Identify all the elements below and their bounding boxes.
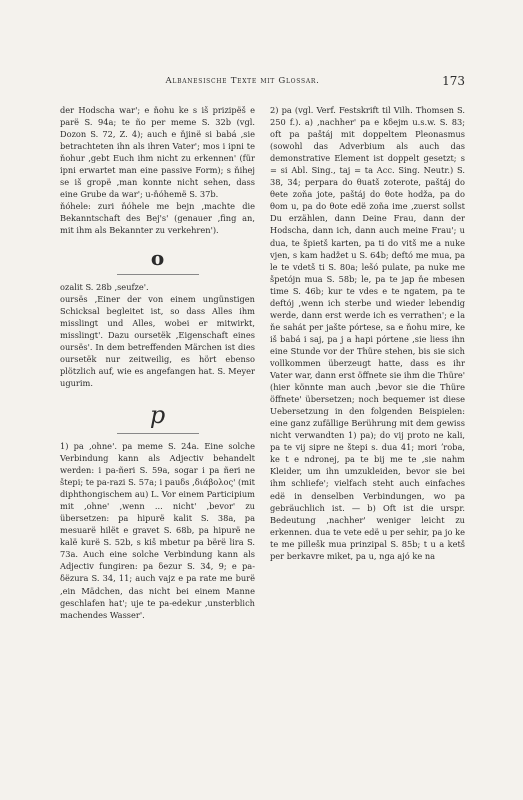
pa-1-entry: 1) pa ‚ohne'. pa meme S. 24a. Eine solche Verbindung kann als Adjectiv behandelt werden: i pa-ñeri S. 59a, sogar i pa ñeri ne štepi; te pa-razi S. 57a; i pauδs ‚διάβολος' (mit diphthongischem au) L. Vor einem Participium mit ‚ohne' ‚wenn ... nicht' ‚bevor' zu übersetzen: pa hipurë kalit S. 38a, pa mesuarë hilët e gravet S. 68b, pa hipurë ne kalë kurë S. 52b, s kiš mbetur pa bërë lira S. 73a. Auch eine solche Verbindung kann als Adjectiv fungiren: pa δezur S. 34, 9; e pa-δëzura S. 34, 11; auch vajz e pa rate me burë ‚ein Mädchen, das nicht bei einem Manne geschlafen hat'; uje te pa-edekur ‚unsterblich machendes Wasser'. — [60, 440, 255, 620]
running-title: Albanesische Texte mit Glossar. — [165, 76, 320, 86]
noh-entry: ňóhele: zuri ňóhele me bejn ‚machte die Bekanntschaft des Bej's' (genauer ‚fing an, mit ihm als Bekannter zu verkehren'). — [60, 201, 255, 236]
ozalit-entry: ozalit S. 28b ‚seufze'. — [60, 281, 149, 292]
pa-2-entry: 2) pa (vgl. Verf. Festskrift til Vilh. Thomsen S. 250 f.). a) ‚nachher' pa e kδejm u.s.w. S. 83; oft pa paštáj mit doppeltem Pleonasmus (sowohl das Adverbium als auch das demonstrative Element ist doppelt gesetzt; s = si Abl. Sing., taj = ta Acc. Sing. Neutr.) S. 38, 34; perpara do θuatš zoterote, paštáj do θete zoňa jote, paštáj do θote hodža, pa do θom u, pa do θote edë zoňa ime ‚zuerst sollst Du erzählen, dann Deine Frau, dann der Hodscha, dann ich, dann auch meine Frau'; u dua, te špietš karten, pa ti do vitš me a nuke vjen, s kam hadžet u S. 64b; deftó me mua, pa le te vdetš ti S. 80a; lešó pulate, pa nuke me špetójn mua S. 58b; le, pa te jap ňe mbesen time S. 46b; kur te vdes e te ngatem, pa te deftój ‚wenn ich sterbe und wieder lebendig werde, dann erst werde ich es verrathen'; e la ňe sahát per jašte pórtese, sa e ňohu mire, ke iš babá i saj, pa j a hapi pórtene ‚sie liess ihn eine Stunde vor der Thüre stehen, bis sie sich vollkommen überzeugt hatte, dass es ihr Vater war, dann erst öffnete sie ihm die Thüre' (hier könnte man auch ‚bevor sie die Thüre öffnete' übersetzen; noch bequemer ist diese Uebersetzung in den folgenden Beispielen: eine ganz zufällige Berührung mit dem gewiss nicht verwandten 1) pa); do vij proto ne kali, pa te vij sipre ne štepi s. dua 41; mori ʼroba, ke t e ndronej, pa te bij me te ‚sie nahm Kleider, um ihn umzukleiden, bevor sie bei ihm schliefe'; vielfach steht auch einfaches edë in denselben Verbindungen, wo pa gebräuchlich ist. — b) Oft ist die urspr. Bedeutung ‚nachher' weniger leicht zu erkennen. dua te vete edë u per sehir, pa jo ke te me pillešk mua prinzipal S. 85b; t u a ketš per berkavre miket, pa u, nga ajó ke na — [270, 105, 465, 561]
page-number: 173 — [442, 74, 465, 88]
section-letter-p: p — [149, 400, 166, 429]
intro-paragraph: der Hodscha war'; e ňohu ke s iš prizipëš e parë S. 94a; te ño per meme S. 32b (vgl. Dozon S. 72, Z. 4); auch e ňjinë si babá ‚sie betrachteten ihn als ihren Vater'; mos i ipni te ňohur ‚gebt Euch ihm nicht zu erkennen' (für ipni erwartet man eine passive Form); s ňihej se iš gropë ‚man konnte nicht sehen, dass eine Grube da war'; u-ňóhemë S. 37b. — [60, 105, 255, 200]
section-divider — [117, 274, 199, 275]
oursës-entry: oursës ‚Einer der von einem ungünstigen Schicksal begleitet ist, so dass Alles ihm misslingt und Alles, wobei er mitwirkt, misslingt'. Dazu oursetëk ‚Eigenschaft eines oursës'. In dem betreffenden Märchen ist dies oursetëk nur zeitweilig, es hört ebenso plötzlich auf, wie es angefangen hat. S. Meyer ugurim. — [60, 293, 255, 388]
right-column — [270, 104, 465, 562]
section-divider — [117, 433, 199, 434]
section-letter-o: o — [150, 245, 165, 270]
running-head — [60, 76, 465, 90]
left-column — [60, 104, 255, 621]
